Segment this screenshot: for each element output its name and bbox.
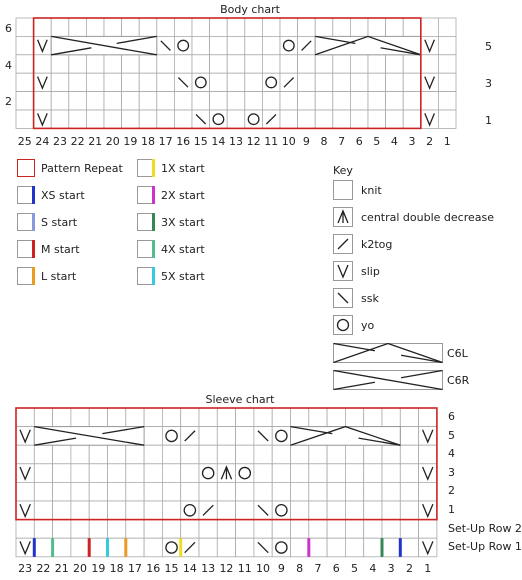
grid-cell	[327, 538, 345, 557]
grid-cell	[254, 445, 272, 464]
grid-cell	[291, 501, 309, 520]
grid-cell	[53, 482, 71, 501]
grid-cell	[345, 445, 363, 464]
grid-cell	[382, 501, 400, 520]
grid-cell	[419, 520, 437, 539]
grid-cell	[236, 482, 254, 501]
grid-cell	[291, 482, 309, 501]
sleeve-row-label: Set-Up Row 2	[448, 521, 522, 535]
grid-cell	[364, 445, 382, 464]
size-legend-label: 4X start	[161, 242, 205, 256]
body-column-label: 4	[390, 135, 398, 148]
grid-cell	[89, 445, 107, 464]
sleeve-column-label: 5	[351, 562, 359, 575]
body-column-label: 19	[123, 135, 138, 148]
grid-cell	[162, 445, 180, 464]
grid-cell	[108, 501, 126, 520]
sleeve-row-label: 6	[448, 410, 455, 423]
grid-cell	[53, 464, 71, 483]
grid-cell	[400, 464, 418, 483]
sleeve-row-label: 4	[448, 447, 455, 461]
sleeve-column-label: 11	[237, 562, 252, 575]
grid-cell	[272, 482, 290, 501]
grid-cell	[16, 408, 34, 427]
sleeve-column-label: 9	[277, 562, 285, 575]
size-legend-label: 3X start	[161, 215, 205, 229]
body-column-label: 14	[211, 135, 226, 148]
grid-cell	[217, 538, 235, 557]
size-legend-label: XS start	[41, 188, 85, 202]
grid-cell	[309, 538, 327, 557]
body-column-label: 22	[70, 135, 85, 148]
grid-cell	[89, 408, 107, 427]
grid-cell	[382, 464, 400, 483]
sleeve-column-label: 16	[146, 562, 161, 575]
grid-cell	[309, 408, 327, 427]
grid-cell	[126, 464, 144, 483]
key-label: C6L	[447, 346, 468, 360]
grid-cell	[419, 445, 437, 464]
size-start-marker	[124, 538, 127, 557]
sleeve-column-label: 2	[405, 562, 413, 575]
grid-cell	[144, 482, 162, 501]
grid-cell	[364, 520, 382, 539]
grid-cell	[309, 482, 327, 501]
grid-cell	[327, 520, 345, 539]
grid-cell	[217, 408, 235, 427]
grid-cell	[419, 408, 437, 427]
sleeve-column-label: 12	[219, 562, 234, 575]
grid-cell	[71, 408, 89, 427]
body-right-row-label: 3	[485, 77, 492, 90]
grid-cell	[272, 408, 290, 427]
grid-cell	[272, 445, 290, 464]
grid-cell	[364, 408, 382, 427]
size-start-marker	[106, 538, 109, 557]
size-legend-label: 2X start	[161, 188, 205, 202]
grid-cell	[217, 501, 235, 520]
grid-cell	[400, 538, 418, 557]
body-column-label: 6	[355, 135, 363, 148]
grid-cell	[272, 520, 290, 539]
key-label: slip	[361, 264, 380, 278]
grid-cell	[71, 520, 89, 539]
sleeve-column-label: 15	[164, 562, 179, 575]
body-column-label: 18	[141, 135, 155, 148]
key-title: Key	[333, 164, 353, 177]
grid-cell	[309, 520, 327, 539]
grid-cell	[291, 538, 309, 557]
grid-cell	[53, 501, 71, 520]
key-label: k2tog	[361, 237, 393, 251]
key-label: ssk	[361, 291, 379, 305]
grid-cell	[162, 408, 180, 427]
body-chart-title: Body chart	[220, 3, 280, 16]
body-column-label: 3	[408, 135, 416, 148]
grid-cell	[162, 464, 180, 483]
grid-cell	[254, 520, 272, 539]
grid-cell	[89, 520, 107, 539]
sleeve-column-label: 18	[109, 562, 124, 575]
grid-cell	[217, 445, 235, 464]
grid-cell	[108, 482, 126, 501]
grid-cell	[382, 408, 400, 427]
grid-cell	[108, 464, 126, 483]
grid-cell	[199, 427, 217, 446]
grid-cell	[126, 482, 144, 501]
grid-cell	[181, 464, 199, 483]
grid-cell	[364, 501, 382, 520]
sleeve-column-label: 6	[332, 562, 340, 575]
grid-cell	[236, 538, 254, 557]
key-label: knit	[361, 183, 382, 197]
grid-cell	[199, 464, 217, 483]
grid-cell	[327, 501, 345, 520]
grid-cell	[236, 501, 254, 520]
grid-cell	[34, 482, 52, 501]
sleeve-column-label: 4	[369, 562, 377, 575]
grid-cell	[34, 464, 52, 483]
sleeve-column-label: 8	[296, 562, 304, 575]
grid-cell	[53, 520, 71, 539]
grid-cell	[144, 538, 162, 557]
grid-cell	[71, 445, 89, 464]
sleeve-column-label: 19	[91, 562, 106, 575]
body-column-label: 16	[176, 135, 191, 148]
size-legend-label: 5X start	[161, 269, 205, 283]
grid-cell	[345, 464, 363, 483]
grid-cell	[71, 501, 89, 520]
grid-cell	[53, 445, 71, 464]
grid-cell	[144, 520, 162, 539]
key-label: C6R	[447, 373, 470, 387]
grid-cell	[217, 427, 235, 446]
grid-cell	[236, 408, 254, 427]
body-column-label: 7	[338, 135, 346, 148]
grid-cell	[16, 482, 34, 501]
grid-cell	[199, 408, 217, 427]
grid-cell	[162, 501, 180, 520]
grid-cell	[16, 445, 34, 464]
grid-cell	[108, 538, 126, 557]
grid-cell	[181, 408, 199, 427]
grid-cell	[71, 482, 89, 501]
grid-cell	[108, 408, 126, 427]
grid-cell	[345, 482, 363, 501]
grid-cell	[108, 520, 126, 539]
grid-cell	[272, 538, 290, 557]
grid-cell	[254, 408, 272, 427]
grid-cell	[144, 427, 162, 446]
body-column-label: 1	[443, 135, 451, 148]
grid-cell	[272, 501, 290, 520]
grid-cell	[327, 482, 345, 501]
size-legend-label: 1X start	[161, 161, 205, 175]
sleeve-column-label: 13	[201, 562, 216, 575]
grid-cell	[53, 538, 71, 557]
size-start-marker	[307, 538, 310, 557]
body-column-label: 24	[35, 135, 50, 148]
key-label: central double decrease	[361, 210, 494, 224]
grid-cell	[382, 482, 400, 501]
sleeve-column-label: 20	[73, 562, 88, 575]
grid-cell	[236, 520, 254, 539]
grid-cell	[34, 445, 52, 464]
grid-cell	[400, 520, 418, 539]
grid-cell	[345, 408, 363, 427]
grid-cell	[419, 482, 437, 501]
grid-cell	[236, 464, 254, 483]
sleeve-column-label: 1	[424, 562, 432, 575]
sleeve-column-label: 23	[18, 562, 33, 575]
grid-cell	[16, 520, 34, 539]
grid-cell	[400, 427, 418, 446]
sleeve-column-label: 10	[256, 562, 271, 575]
grid-cell	[199, 520, 217, 539]
sleeve-row-label: 1	[448, 503, 455, 516]
grid-cell	[254, 482, 272, 501]
grid-cell	[217, 520, 235, 539]
grid-cell	[71, 464, 89, 483]
grid-cell	[162, 538, 180, 557]
body-left-row-label: 4	[5, 59, 12, 72]
sleeve-row-label: Set-Up Row 1	[448, 540, 522, 554]
grid-cell	[126, 538, 144, 557]
grid-cell	[34, 408, 52, 427]
grid-cell	[89, 482, 107, 501]
grid-cell	[327, 445, 345, 464]
body-column-label: 12	[246, 135, 261, 148]
sleeve-column-label: 22	[36, 562, 51, 575]
grid-cell	[162, 520, 180, 539]
grid-cell	[199, 445, 217, 464]
grid-cell	[309, 501, 327, 520]
sleeve-row-label: 5	[448, 428, 455, 442]
sleeve-column-label: 17	[127, 562, 142, 575]
grid-cell	[400, 501, 418, 520]
grid-cell	[345, 538, 363, 557]
size-start-marker	[88, 538, 91, 557]
grid-cell	[126, 445, 144, 464]
body-right-row-label: 1	[485, 114, 492, 127]
grid-cell	[34, 520, 52, 539]
grid-cell	[272, 464, 290, 483]
sleeve-column-label: 7	[314, 562, 322, 575]
grid-cell	[382, 445, 400, 464]
body-column-label: 13	[229, 135, 243, 148]
grid-cell	[364, 482, 382, 501]
body-column-label: 20	[105, 135, 120, 148]
grid-cell	[291, 520, 309, 539]
body-column-label: 17	[158, 135, 173, 148]
grid-cell	[345, 501, 363, 520]
size-start-marker	[179, 538, 182, 557]
grid-cell	[236, 445, 254, 464]
grid-cell	[144, 464, 162, 483]
grid-cell	[327, 464, 345, 483]
grid-cell	[181, 445, 199, 464]
grid-cell	[144, 445, 162, 464]
grid-cell	[291, 408, 309, 427]
sleeve-row-label: 2	[448, 484, 455, 498]
body-column-label: 10	[281, 135, 296, 148]
grid-cell	[144, 408, 162, 427]
body-column-label: 23	[53, 135, 67, 148]
grid-cell	[199, 538, 217, 557]
body-column-label: 21	[88, 135, 103, 148]
grid-cell	[89, 538, 107, 557]
sleeve-column-label: 14	[182, 562, 197, 575]
body-column-label: 25	[17, 135, 32, 148]
grid-cell	[272, 427, 290, 446]
grid-cell	[217, 482, 235, 501]
grid-cell	[108, 445, 126, 464]
body-column-label: 8	[320, 135, 328, 148]
grid-cell	[309, 464, 327, 483]
body-column-label: 15	[193, 135, 208, 148]
grid-cell	[309, 445, 327, 464]
grid-cell	[126, 501, 144, 520]
key-label: yo	[361, 318, 375, 332]
grid-cell	[364, 464, 382, 483]
grid-cell	[34, 501, 52, 520]
grid-cell	[34, 538, 52, 557]
grid-cell	[291, 464, 309, 483]
grid-cell	[71, 538, 89, 557]
size-legend-label: S start	[41, 215, 78, 229]
size-legend-label: Pattern Repeat	[41, 161, 123, 175]
grid-cell	[364, 538, 382, 557]
grid-cell	[254, 464, 272, 483]
body-left-row-label: 2	[5, 95, 12, 108]
body-column-label: 2	[426, 135, 434, 148]
sleeve-chart-title: Sleeve chart	[205, 393, 275, 406]
grid-cell	[89, 501, 107, 520]
grid-cell	[89, 464, 107, 483]
size-legend-label: L start	[41, 269, 77, 283]
sleeve-row-label: 3	[448, 465, 455, 479]
grid-cell	[162, 427, 180, 446]
grid-cell	[144, 501, 162, 520]
sleeve-column-label: 21	[54, 562, 69, 575]
body-right-row-label: 5	[485, 40, 492, 53]
grid-cell	[345, 520, 363, 539]
grid-cell	[400, 482, 418, 501]
grid-cell	[327, 408, 345, 427]
grid-cell	[236, 427, 254, 446]
grid-cell	[181, 520, 199, 539]
grid-cell	[382, 538, 400, 557]
grid-cell	[199, 482, 217, 501]
size-start-marker	[399, 538, 402, 557]
grid-cell	[181, 501, 199, 520]
grid-cell	[181, 482, 199, 501]
size-legend-label: M start	[41, 242, 80, 256]
grid-cell	[162, 482, 180, 501]
grid-cell	[53, 408, 71, 427]
body-column-label: 9	[302, 135, 310, 148]
size-start-marker	[33, 538, 36, 557]
grid-cell	[126, 520, 144, 539]
grid-cell	[291, 445, 309, 464]
body-left-row-label: 6	[5, 22, 12, 35]
body-column-label: 5	[373, 135, 381, 148]
size-start-marker	[381, 538, 384, 557]
body-column-label: 11	[264, 135, 279, 148]
grid-cell	[126, 408, 144, 427]
sleeve-column-label: 3	[387, 562, 395, 575]
size-start-marker	[51, 538, 54, 557]
grid-cell	[400, 445, 418, 464]
grid-cell	[382, 520, 400, 539]
grid-cell	[400, 408, 418, 427]
